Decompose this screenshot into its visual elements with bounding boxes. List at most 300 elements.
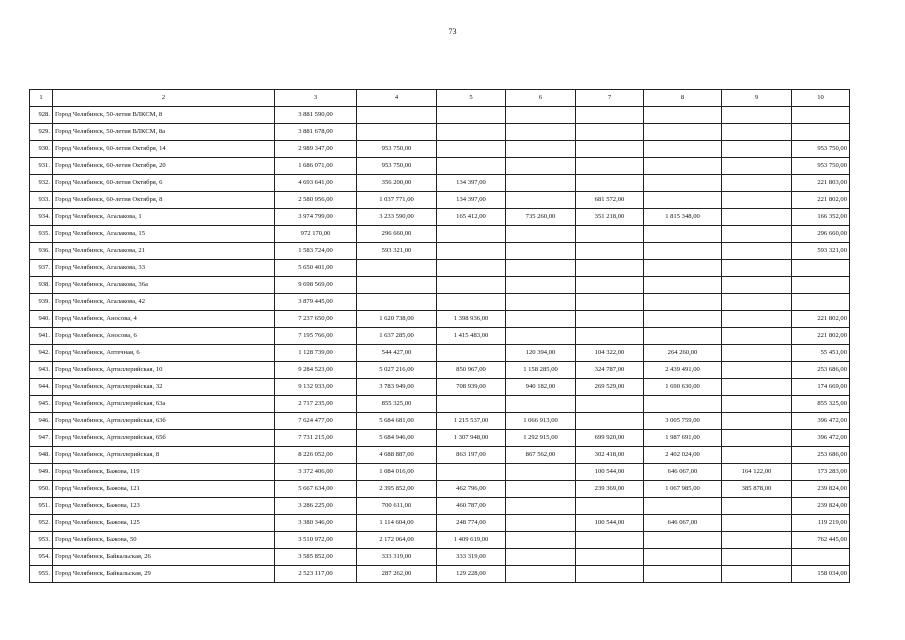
- value-cell: 4 688 887,00: [357, 447, 437, 464]
- value-cell: 9 132 933,00: [275, 379, 357, 396]
- value-cell: [506, 498, 576, 515]
- value-cell: 3 005 759,00: [644, 413, 722, 430]
- row-number-cell: 942.: [30, 345, 53, 362]
- value-cell: [437, 107, 506, 124]
- value-cell: 544 427,00: [357, 345, 437, 362]
- value-cell: [576, 260, 644, 277]
- value-cell: [722, 192, 792, 209]
- row-number-cell: 952.: [30, 515, 53, 532]
- value-cell: 1 583 724,00: [275, 243, 357, 260]
- header-row: [30, 90, 850, 107]
- value-cell: 2 717 235,00: [275, 396, 357, 413]
- value-cell: 221 802,00: [792, 192, 850, 209]
- value-cell: 867 562,00: [506, 447, 576, 464]
- row-number-cell: 929.: [30, 124, 53, 141]
- value-cell: 239 369,00: [576, 481, 644, 498]
- row-number-cell: 948.: [30, 447, 53, 464]
- value-cell: [576, 226, 644, 243]
- value-cell: 7 237 650,00: [275, 311, 357, 328]
- address-cell: Город Челябинск, Агалакова, 1: [53, 209, 275, 226]
- row-number-cell: 937.: [30, 260, 53, 277]
- table-row: [30, 277, 850, 294]
- value-cell: [792, 124, 850, 141]
- value-cell: [357, 277, 437, 294]
- value-cell: 164 122,00: [722, 464, 792, 481]
- value-cell: 356 200,00: [357, 175, 437, 192]
- value-cell: [506, 311, 576, 328]
- value-cell: 2 580 956,00: [275, 192, 357, 209]
- value-cell: 850 967,00: [437, 362, 506, 379]
- row-number-cell: 951.: [30, 498, 53, 515]
- address-cell: Город Челябинск, Байкальская, 29: [53, 566, 275, 583]
- value-cell: [722, 515, 792, 532]
- value-cell: 646 067,00: [644, 515, 722, 532]
- value-cell: 5 027 216,00: [357, 362, 437, 379]
- value-cell: [437, 226, 506, 243]
- value-cell: [506, 294, 576, 311]
- value-cell: [506, 532, 576, 549]
- value-cell: [437, 294, 506, 311]
- table-row: [30, 430, 850, 447]
- value-cell: [506, 260, 576, 277]
- row-number-cell: 939.: [30, 294, 53, 311]
- value-cell: 9 284 523,00: [275, 362, 357, 379]
- value-cell: [506, 481, 576, 498]
- value-cell: [722, 209, 792, 226]
- value-cell: 2 523 117,00: [275, 566, 357, 583]
- value-cell: [506, 107, 576, 124]
- value-cell: [437, 158, 506, 175]
- column-header: 10: [792, 90, 850, 107]
- address-cell: Город Челябинск, Артиллерийская, 65б: [53, 430, 275, 447]
- value-cell: [722, 277, 792, 294]
- value-cell: 762 445,00: [792, 532, 850, 549]
- value-cell: 134 397,00: [437, 192, 506, 209]
- value-cell: [576, 124, 644, 141]
- value-cell: 1 128 739,00: [275, 345, 357, 362]
- column-header: 6: [506, 90, 576, 107]
- value-cell: 287 262,00: [357, 566, 437, 583]
- address-cell: Город Челябинск, Бажова, 123: [53, 498, 275, 515]
- value-cell: 1 292 915,00: [506, 430, 576, 447]
- value-cell: 1 620 738,00: [357, 311, 437, 328]
- value-cell: 1 307 948,00: [437, 430, 506, 447]
- value-cell: 3 380 346,00: [275, 515, 357, 532]
- value-cell: 221 803,00: [792, 175, 850, 192]
- value-cell: [722, 532, 792, 549]
- value-cell: [576, 243, 644, 260]
- value-cell: 3 974 799,00: [275, 209, 357, 226]
- value-cell: [644, 277, 722, 294]
- value-cell: [644, 243, 722, 260]
- table-row: [30, 481, 850, 498]
- value-cell: [644, 141, 722, 158]
- value-cell: 324 787,00: [576, 362, 644, 379]
- value-cell: [722, 226, 792, 243]
- value-cell: 1 398 936,00: [437, 311, 506, 328]
- value-cell: [792, 294, 850, 311]
- column-header: 4: [357, 90, 437, 107]
- value-cell: 1 987 691,00: [644, 430, 722, 447]
- value-cell: [506, 277, 576, 294]
- value-cell: [506, 549, 576, 566]
- value-cell: 3 783 949,00: [357, 379, 437, 396]
- value-cell: [722, 328, 792, 345]
- value-cell: [506, 515, 576, 532]
- table-row: [30, 158, 850, 175]
- row-number-cell: 955.: [30, 566, 53, 583]
- value-cell: 119 219,00: [792, 515, 850, 532]
- value-cell: 5 684 946,00: [357, 430, 437, 447]
- value-cell: [722, 549, 792, 566]
- row-number-cell: 953.: [30, 532, 53, 549]
- value-cell: 972 170,00: [275, 226, 357, 243]
- value-cell: 1 066 913,00: [506, 413, 576, 430]
- value-cell: 333 319,00: [357, 549, 437, 566]
- row-number-cell: 944.: [30, 379, 53, 396]
- page-number: 73: [448, 27, 457, 36]
- data-table: [29, 89, 850, 583]
- value-cell: 7 195 766,00: [275, 328, 357, 345]
- value-cell: [722, 498, 792, 515]
- value-cell: [722, 175, 792, 192]
- row-number-cell: 949.: [30, 464, 53, 481]
- value-cell: [722, 124, 792, 141]
- value-cell: [506, 243, 576, 260]
- table-row: [30, 243, 850, 260]
- value-cell: 9 698 569,00: [275, 277, 357, 294]
- value-cell: [792, 549, 850, 566]
- column-header: 5: [437, 90, 506, 107]
- address-cell: Город Челябинск, 60-летия Октября, 8: [53, 192, 275, 209]
- value-cell: 221 802,00: [792, 311, 850, 328]
- value-cell: 5 684 681,00: [357, 413, 437, 430]
- value-cell: [644, 124, 722, 141]
- address-cell: Город Челябинск, 60-летия Октября, 20: [53, 158, 275, 175]
- value-cell: 3 510 972,00: [275, 532, 357, 549]
- address-cell: Город Челябинск, Агалакова, 21: [53, 243, 275, 260]
- value-cell: [644, 294, 722, 311]
- address-cell: Город Челябинск, Бажова, 121: [53, 481, 275, 498]
- row-number-cell: 950.: [30, 481, 53, 498]
- table-row: [30, 226, 850, 243]
- value-cell: 134 397,00: [437, 175, 506, 192]
- value-cell: 253 686,00: [792, 447, 850, 464]
- column-header: 3: [275, 90, 357, 107]
- value-cell: [437, 396, 506, 413]
- row-number-cell: 930.: [30, 141, 53, 158]
- address-cell: Город Челябинск, Аносова, 6: [53, 328, 275, 345]
- row-number-cell: 945.: [30, 396, 53, 413]
- table-row: [30, 447, 850, 464]
- value-cell: [576, 549, 644, 566]
- value-cell: [576, 141, 644, 158]
- value-cell: 158 034,00: [792, 566, 850, 583]
- value-cell: [506, 124, 576, 141]
- value-cell: [722, 294, 792, 311]
- row-number-cell: 933.: [30, 192, 53, 209]
- value-cell: 646 067,00: [644, 464, 722, 481]
- row-number-cell: 947.: [30, 430, 53, 447]
- value-cell: 396 472,00: [792, 430, 850, 447]
- value-cell: 1 409 619,00: [437, 532, 506, 549]
- value-cell: [357, 294, 437, 311]
- address-cell: Город Челябинск, 50-летия ВЛКСМ, 8: [53, 107, 275, 124]
- table-row: [30, 549, 850, 566]
- value-cell: [722, 413, 792, 430]
- value-cell: 174 669,00: [792, 379, 850, 396]
- row-number-cell: 928.: [30, 107, 53, 124]
- table-row: [30, 515, 850, 532]
- value-cell: [644, 396, 722, 413]
- value-cell: 302 418,00: [576, 447, 644, 464]
- value-cell: [506, 464, 576, 481]
- value-cell: 269 529,00: [576, 379, 644, 396]
- value-cell: [722, 311, 792, 328]
- row-number-cell: 934.: [30, 209, 53, 226]
- table-row: [30, 192, 850, 209]
- address-cell: Город Челябинск, Бажова, 119: [53, 464, 275, 481]
- value-cell: [576, 107, 644, 124]
- value-cell: 1 158 285,00: [506, 362, 576, 379]
- value-cell: [576, 311, 644, 328]
- value-cell: [437, 243, 506, 260]
- value-cell: 1 686 071,00: [275, 158, 357, 175]
- value-cell: 7 624 477,00: [275, 413, 357, 430]
- table-row: [30, 345, 850, 362]
- value-cell: 1 114 604,00: [357, 515, 437, 532]
- row-number-cell: 946.: [30, 413, 53, 430]
- address-cell: Город Челябинск, Аптечная, 6: [53, 345, 275, 362]
- address-cell: Город Челябинск, Бажова, 125: [53, 515, 275, 532]
- table-row: [30, 413, 850, 430]
- table-row: [30, 209, 850, 226]
- value-cell: [722, 379, 792, 396]
- value-cell: 5 667 634,00: [275, 481, 357, 498]
- address-cell: Город Челябинск, Бажова, 50: [53, 532, 275, 549]
- value-cell: 2 989 347,00: [275, 141, 357, 158]
- value-cell: 165 412,00: [437, 209, 506, 226]
- address-cell: Город Челябинск, Артиллерийская, 8: [53, 447, 275, 464]
- address-cell: Город Челябинск, Байкальская, 26: [53, 549, 275, 566]
- table-row: [30, 532, 850, 549]
- row-number-cell: 932.: [30, 175, 53, 192]
- value-cell: 221 802,00: [792, 328, 850, 345]
- address-cell: Город Челябинск, Артиллерийская, 63а: [53, 396, 275, 413]
- table-row: [30, 311, 850, 328]
- value-cell: 296 660,00: [792, 226, 850, 243]
- value-cell: 700 611,00: [357, 498, 437, 515]
- value-cell: 8 226 052,00: [275, 447, 357, 464]
- value-cell: 1 815 348,00: [644, 209, 722, 226]
- table-row: [30, 328, 850, 345]
- table-row: [30, 260, 850, 277]
- value-cell: 953 750,00: [792, 158, 850, 175]
- address-cell: Город Челябинск, 60-летия Октября, 14: [53, 141, 275, 158]
- value-cell: 100 544,00: [576, 515, 644, 532]
- value-cell: [722, 141, 792, 158]
- value-cell: [722, 447, 792, 464]
- address-cell: Город Челябинск, 50-летия ВЛКСМ, 8а: [53, 124, 275, 141]
- value-cell: [722, 158, 792, 175]
- value-cell: 296 660,00: [357, 226, 437, 243]
- value-cell: 4 693 641,00: [275, 175, 357, 192]
- row-number-cell: 935.: [30, 226, 53, 243]
- value-cell: [644, 566, 722, 583]
- row-number-cell: 940.: [30, 311, 53, 328]
- value-cell: 1 084 016,00: [357, 464, 437, 481]
- row-number-cell: 938.: [30, 277, 53, 294]
- table-row: [30, 362, 850, 379]
- table-row: [30, 498, 850, 515]
- value-cell: 708 939,00: [437, 379, 506, 396]
- value-cell: 3 286 225,00: [275, 498, 357, 515]
- value-cell: [576, 396, 644, 413]
- value-cell: 593 321,00: [792, 243, 850, 260]
- value-cell: [722, 345, 792, 362]
- row-number-cell: 936.: [30, 243, 53, 260]
- value-cell: 239 824,00: [792, 481, 850, 498]
- table-row: [30, 175, 850, 192]
- value-cell: 3 585 852,00: [275, 549, 357, 566]
- column-header: 7: [576, 90, 644, 107]
- value-cell: 3 881 678,00: [275, 124, 357, 141]
- value-cell: [576, 328, 644, 345]
- value-cell: [576, 498, 644, 515]
- value-cell: 264 260,00: [644, 345, 722, 362]
- table-row: [30, 141, 850, 158]
- value-cell: 333 319,00: [437, 549, 506, 566]
- row-number-cell: 943.: [30, 362, 53, 379]
- table-row: [30, 464, 850, 481]
- row-number-cell: 954.: [30, 549, 53, 566]
- value-cell: 863 197,00: [437, 447, 506, 464]
- value-cell: [644, 549, 722, 566]
- column-header: 8: [644, 90, 722, 107]
- value-cell: [644, 260, 722, 277]
- address-cell: Город Челябинск, Агалакова, 33: [53, 260, 275, 277]
- value-cell: 855 325,00: [357, 396, 437, 413]
- value-cell: [357, 260, 437, 277]
- value-cell: [506, 396, 576, 413]
- row-number-cell: 941.: [30, 328, 53, 345]
- value-cell: [792, 277, 850, 294]
- address-cell: Город Челябинск, Аносова, 4: [53, 311, 275, 328]
- value-cell: 2 395 852,00: [357, 481, 437, 498]
- value-cell: 3 879 445,00: [275, 294, 357, 311]
- value-cell: 166 352,00: [792, 209, 850, 226]
- value-cell: [506, 566, 576, 583]
- value-cell: [437, 464, 506, 481]
- value-cell: 104 322,00: [576, 345, 644, 362]
- value-cell: [576, 294, 644, 311]
- value-cell: [576, 277, 644, 294]
- value-cell: [722, 396, 792, 413]
- address-cell: Город Челябинск, Артиллерийская, 10: [53, 362, 275, 379]
- value-cell: 351 218,00: [576, 209, 644, 226]
- value-cell: 3 881 590,00: [275, 107, 357, 124]
- value-cell: 735 260,00: [506, 209, 576, 226]
- value-cell: 2 172 064,00: [357, 532, 437, 549]
- value-cell: 3 233 590,00: [357, 209, 437, 226]
- value-cell: [576, 532, 644, 549]
- value-cell: 593 321,00: [357, 243, 437, 260]
- value-cell: [644, 498, 722, 515]
- value-cell: 253 686,00: [792, 362, 850, 379]
- value-cell: 239 824,00: [792, 498, 850, 515]
- value-cell: 2 439 491,00: [644, 362, 722, 379]
- value-cell: [506, 141, 576, 158]
- value-cell: [644, 328, 722, 345]
- value-cell: [576, 413, 644, 430]
- column-header: 9: [722, 90, 792, 107]
- value-cell: 940 182,00: [506, 379, 576, 396]
- table-row: [30, 107, 850, 124]
- value-cell: 855 325,00: [792, 396, 850, 413]
- value-cell: [576, 566, 644, 583]
- value-cell: [357, 124, 437, 141]
- value-cell: [644, 311, 722, 328]
- address-cell: Город Челябинск, Артиллерийская, 63б: [53, 413, 275, 430]
- row-number-cell: 931.: [30, 158, 53, 175]
- value-cell: 248 774,00: [437, 515, 506, 532]
- value-cell: 2 402 024,00: [644, 447, 722, 464]
- address-cell: Город Челябинск, Агалакова, 15: [53, 226, 275, 243]
- value-cell: 3 372 406,00: [275, 464, 357, 481]
- value-cell: 1 067 985,00: [644, 481, 722, 498]
- value-cell: 173 283,00: [792, 464, 850, 481]
- value-cell: [506, 175, 576, 192]
- value-cell: 699 920,00: [576, 430, 644, 447]
- value-cell: [506, 226, 576, 243]
- table-row: [30, 124, 850, 141]
- value-cell: [506, 192, 576, 209]
- value-cell: 953 750,00: [357, 141, 437, 158]
- value-cell: 5 650 401,00: [275, 260, 357, 277]
- address-cell: Город Челябинск, Агалакова, 42: [53, 294, 275, 311]
- value-cell: 681 572,00: [576, 192, 644, 209]
- value-cell: 460 787,00: [437, 498, 506, 515]
- value-cell: [722, 362, 792, 379]
- value-cell: [644, 226, 722, 243]
- value-cell: 7 731 215,00: [275, 430, 357, 447]
- value-cell: 1 215 537,00: [437, 413, 506, 430]
- value-cell: 953 750,00: [357, 158, 437, 175]
- value-cell: [576, 158, 644, 175]
- table-row: [30, 566, 850, 583]
- value-cell: [437, 141, 506, 158]
- value-cell: 129 228,00: [437, 566, 506, 583]
- value-cell: [506, 158, 576, 175]
- value-cell: [437, 277, 506, 294]
- value-cell: [644, 532, 722, 549]
- table-row: [30, 294, 850, 311]
- value-cell: [437, 124, 506, 141]
- value-cell: [722, 430, 792, 447]
- table-row: [30, 379, 850, 396]
- address-cell: Город Челябинск, Агалакова, 36а: [53, 277, 275, 294]
- value-cell: [437, 345, 506, 362]
- address-cell: Город Челябинск, Артиллерийская, 32: [53, 379, 275, 396]
- value-cell: 462 796,00: [437, 481, 506, 498]
- value-cell: 1 415 483,00: [437, 328, 506, 345]
- value-cell: 385 878,00: [722, 481, 792, 498]
- value-cell: [722, 107, 792, 124]
- value-cell: [644, 192, 722, 209]
- value-cell: 1 037 771,00: [357, 192, 437, 209]
- value-cell: 396 472,00: [792, 413, 850, 430]
- value-cell: [437, 260, 506, 277]
